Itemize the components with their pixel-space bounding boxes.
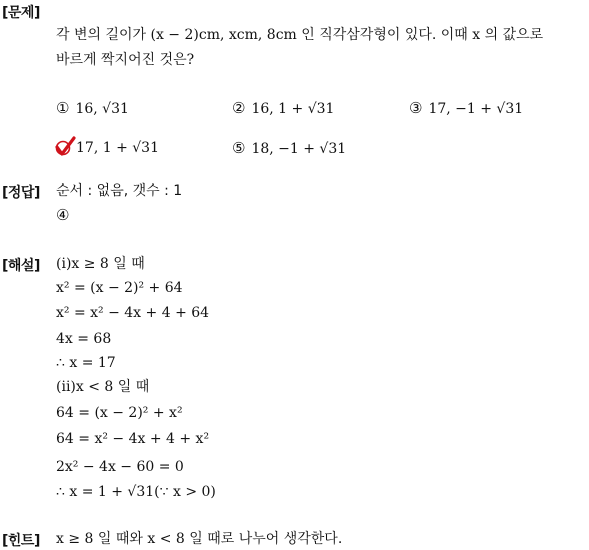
choice-4-text: 17, 1 + √31 (76, 140, 159, 156)
answer-meta: 순서 : 없음, 갯수 : 1 (56, 183, 183, 199)
problem-text-line-1: 각 변의 길이가 (x − 2)cm, xcm, 8cm 인 직각삼각형이 있다. 이때 x 의 값으로 (56, 27, 544, 43)
solution-line: x² = x² − 4x + 4 + 64 (56, 305, 210, 321)
solution-line: x² = (x − 2)² + 64 (56, 280, 183, 296)
problem-text-line-2: 바르게 짝지어진 것은? (56, 52, 195, 68)
choice-4[interactable] (76, 139, 159, 157)
solution-line: 64 = x² − 4x + 4 + x² (56, 431, 210, 447)
solution-line: (ii)x < 8 일 때 (56, 379, 150, 395)
choice-2[interactable] (232, 99, 334, 118)
check-mark-icon (54, 136, 76, 158)
choice-2-text: 16, 1 + √31 (251, 101, 335, 117)
solution-tag: [해설] (2, 258, 40, 274)
solution-line: 4x = 68 (56, 331, 112, 347)
choice-3[interactable] (409, 99, 523, 118)
choice-5[interactable] (232, 139, 346, 158)
choice-1-text: 16, √31 (75, 101, 129, 117)
solution-line: ∴ x = 1 + √31(∵ x > 0) (56, 484, 216, 500)
choice-5-text: 18, −1 + √31 (251, 141, 347, 157)
answer-tag: [정답] (2, 185, 40, 201)
solution-line: 2x² − 4x − 60 = 0 (56, 459, 184, 475)
choice-2-number: ② (232, 99, 246, 117)
choice-5-number: ⑤ (232, 139, 246, 157)
hint-tag: [힌트] (2, 533, 40, 549)
choice-1[interactable] (56, 99, 129, 118)
answer-value: ④ (56, 206, 70, 224)
problem-tag: [문제] (2, 5, 40, 21)
solution-line: ∴ x = 17 (56, 355, 116, 371)
choice-1-number: ① (56, 99, 70, 117)
solution-line: (i)x ≥ 8 일 때 (56, 256, 145, 272)
choice-3-text: 17, −1 + √31 (428, 101, 524, 117)
choice-3-number: ③ (409, 99, 423, 117)
solution-line: 64 = (x − 2)² + x² (56, 405, 183, 421)
hint-text: x ≥ 8 일 때와 x < 8 일 때로 나누어 생각한다. (56, 531, 343, 547)
